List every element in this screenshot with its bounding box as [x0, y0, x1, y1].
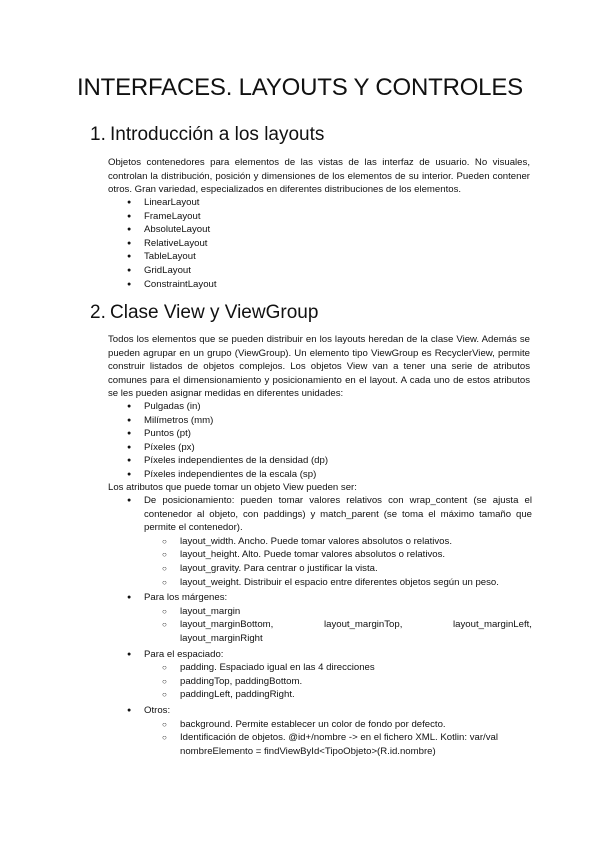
margins-group-label: ● Para los márgenes:	[144, 592, 228, 604]
list-item: ○ layout_gravity. Para centrar o justificar la vista.	[144, 562, 532, 576]
list-item: ○ layout_margin	[144, 605, 532, 619]
list-item: ● Píxeles (px)	[108, 441, 532, 455]
section-1-paragraph: Objetos contenedores para elementos de las vistas de las interfaz de usuario. No visuales, controlan la distribución, posición y dimensiones de los elementos de su interior. Pueden contener otros. Gran variedad, especializados en diferentes distribuciones de los elementos.	[108, 157, 530, 196]
list-item	[144, 618, 532, 645]
list-item: ○ background. Permite establecer un color de fondo por defecto.	[144, 718, 532, 732]
list-item: ● Píxeles independientes de la escala (sp)	[108, 468, 532, 482]
section-2-heading	[90, 302, 318, 324]
attributes-list	[108, 494, 532, 758]
list-item: ● Milímetros (mm)	[108, 414, 532, 428]
list-item: ○ padding. Espaciado igual en las 4 direcciones	[144, 661, 532, 675]
section-1-number: 1.	[90, 124, 106, 145]
position-sublist	[144, 535, 532, 589]
position-group-label: ● De posicionamiento: pueden tomar valores relativos con wrap_content (se ajusta el contenedor al objeto, con paddings) y match_parent (se toma el máximo tamaño que permite el contenedor).	[144, 495, 532, 534]
list-item: ○ layout_weight. Distribuir el espacio entre diferentes objetos según un peso.	[144, 576, 532, 590]
document-title: INTERFACES. LAYOUTS Y CONTROLES	[77, 74, 523, 101]
margin-bottom-text: ○ layout_marginBottom,	[180, 619, 274, 631]
section-2-number: 2.	[90, 302, 106, 323]
list-item: ● AbsoluteLayout	[108, 223, 532, 237]
padding-group	[108, 648, 532, 702]
units-list	[108, 400, 532, 482]
list-item: ○ paddingLeft, paddingRight.	[144, 688, 532, 702]
padding-sublist	[144, 661, 532, 702]
list-item: ○ layout_height. Alto. Puede tomar valores absolutos o relativos.	[144, 548, 532, 562]
list-item: ○ layout_width. Ancho. Puede tomar valores absolutos o relativos.	[144, 535, 532, 549]
others-sublist	[144, 718, 532, 759]
margin-right-text: layout_marginRight	[180, 632, 263, 644]
section-2-title: Clase View y ViewGroup	[110, 302, 319, 323]
margins-group	[108, 591, 532, 645]
section-2-paragraph: Todos los elementos que se pueden distribuir en los layouts heredan de la clase View. Además se pueden agrupar en un grupo (ViewGroup). Un elemento tipo ViewGroup es RecyclerView, permite construir listados de objetos complejos. Los objetos View van a tener una serie de atributos comunes para el dimensionamiento y posicionamiento en el layout. A cada uno de estos atributos se les pueden asignar medidas en diferentes unidades:	[108, 334, 530, 400]
list-item: ● RelativeLayout	[108, 237, 532, 251]
position-group	[108, 494, 532, 589]
list-item: ● Pulgadas (in)	[108, 400, 532, 414]
list-item: ○ paddingTop, paddingBottom.	[144, 675, 532, 689]
list-item: ○ Identificación de objetos. @id+/nombre -> en el fichero XML. Kotlin: var/val nombreElemento = findViewById<TipoObjeto>(R.id.nombre)	[144, 731, 532, 758]
section-1-heading	[90, 124, 324, 146]
list-item: ● GridLayout	[108, 264, 532, 278]
list-item: ● Puntos (pt)	[108, 427, 532, 441]
section-1-title: Introducción a los layouts	[110, 124, 325, 145]
list-item: ● FrameLayout	[108, 210, 532, 224]
others-group	[108, 704, 532, 758]
list-item: ● Píxeles independientes de la densidad (dp)	[108, 454, 532, 468]
attributes-intro: Los atributos que puede tomar un objeto View pueden ser:	[108, 482, 357, 493]
margin-left-text: layout_marginLeft,	[453, 619, 532, 631]
margin-properties-line	[180, 618, 532, 632]
list-item: ● TableLayout	[108, 250, 532, 264]
list-item: ● ConstraintLayout	[108, 278, 532, 292]
list-item: ● LinearLayout	[108, 196, 532, 210]
layouts-list	[108, 196, 532, 291]
margin-top-text: layout_marginTop,	[323, 619, 403, 631]
margins-sublist	[144, 605, 532, 646]
padding-group-label: ● Para el espaciado:	[144, 648, 224, 660]
others-group-label: ● Otros:	[144, 704, 171, 716]
